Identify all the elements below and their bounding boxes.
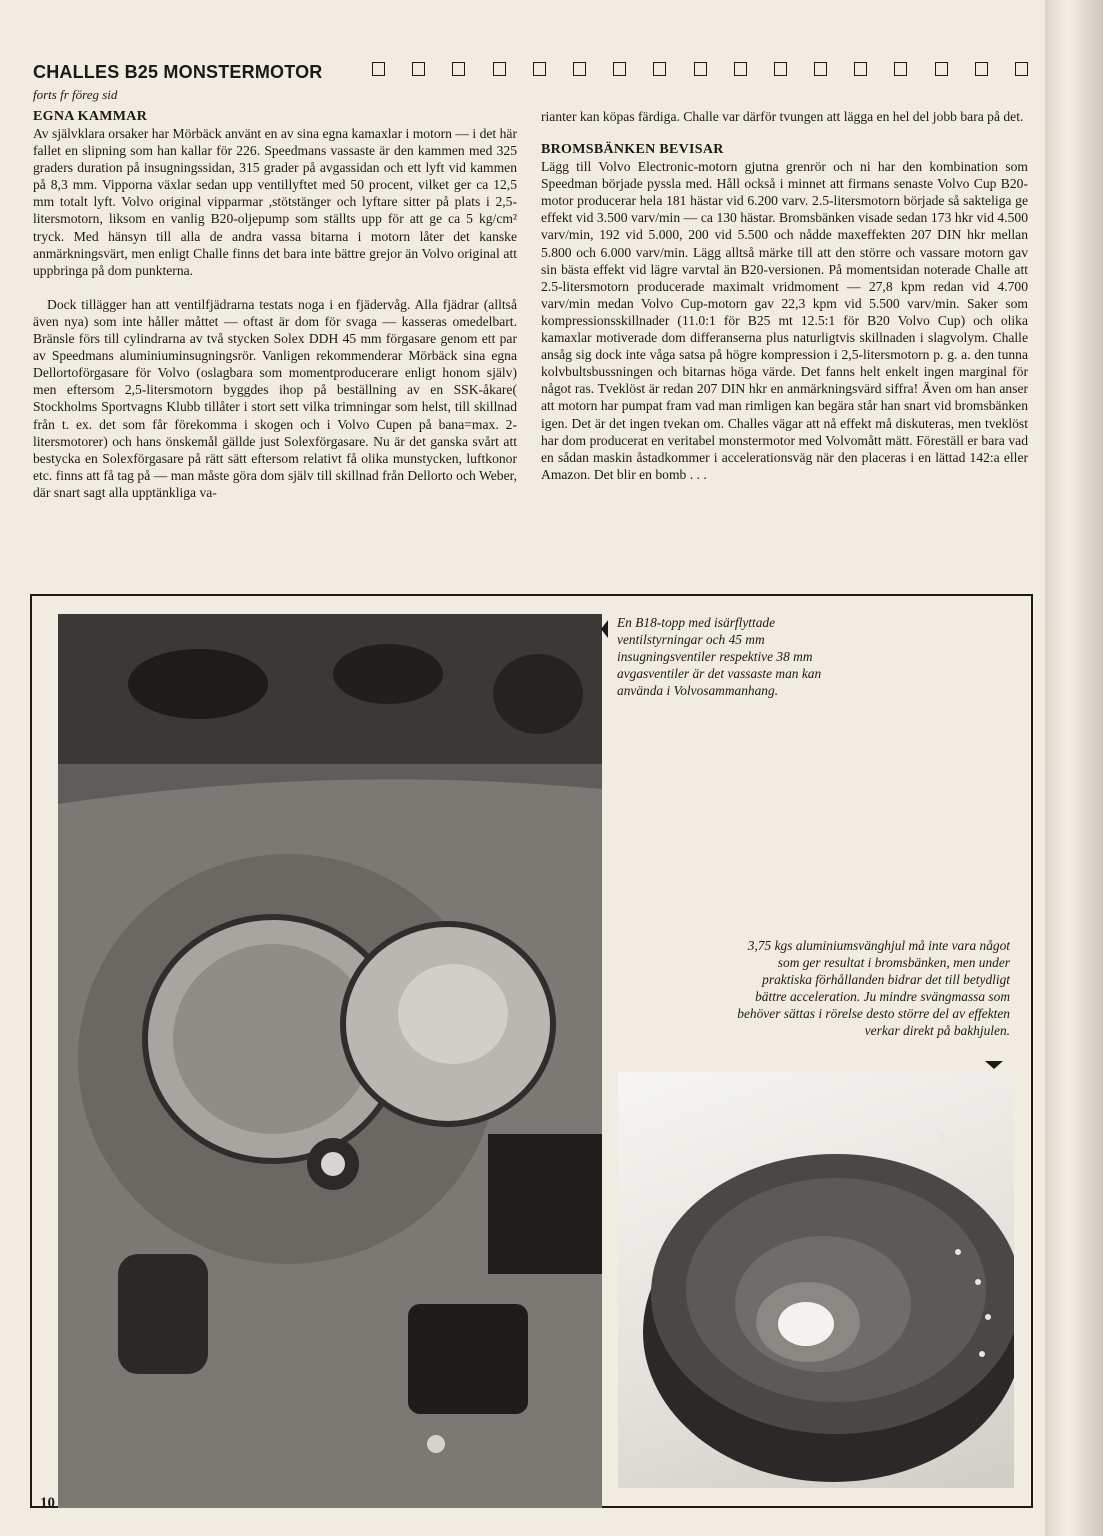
page-edge — [1045, 0, 1103, 1536]
article-title: CHALLES B25 MONSTERMOTOR — [33, 62, 323, 82]
caption-flywheel: 3,75 kgs aluminiumsvänghjul må inte vara något som ger resultat i bromsbänken, men under praktiska förhållanden bidrar det till betydligt bättre acceleration. Ju mindre svängmassa som behöver sättas i rörelse desto större del av effekten verkar direkt på bakhjulen. — [737, 938, 1010, 1038]
decorative-square — [854, 62, 867, 76]
caption-pointer-left — [601, 620, 608, 638]
decorative-square — [493, 62, 506, 76]
decorative-square — [975, 62, 988, 76]
left-paragraph-2: Dock tillägger han att ventilfjädrarna testats noga i en fjädervåg. Alla fjädrar (alltså även nya) som inte håller måttet — oftast är dom för svaga — kasseras omedelbart. Bränsle förs till cylindrarna av två stycken Solex DDH 45 mm förgasare genom ett par av Speedmans aluminiuminsugningsrör. Vanligen rekommenderar Mörbäck sina egna Dellortoförgasare för Volvo (oslagbara som momentproducerare enligt honom själv) men eftersom 2,5-litersmotorn byggdes ihop på beställning av en SSK-åkare( Stockholms Sportvagns Klubb tillåter i stort sett vilka trimningar som helst, till skillnad från t. ex. det som får förekomma i skogen och i Volvo Cupen på bana=max. 2-litersmotorer) och hans önskemål gällde just Solexförgasare. Nu är det ganska svårt att bestycka en Solexförgasare på rätt sätt eftersom relativt få olika munstycken, luftkonor etc. finns att få tag på — man måste göra dom själv till skillnad från Dellorto och Weber, där snart sagt alla upptänkliga va- — [33, 296, 517, 500]
section-heading-egna-kammar: EGNA KAMMAR — [33, 109, 148, 124]
decorative-square — [613, 62, 626, 76]
decorative-square — [412, 62, 425, 76]
decorative-square — [814, 62, 827, 76]
left-column — [33, 108, 517, 501]
cylinder-head-photo — [58, 614, 602, 1508]
decorative-square — [1015, 62, 1028, 76]
page-number: 10 — [40, 1495, 55, 1511]
decorative-square — [653, 62, 666, 76]
flywheel-photo — [618, 1072, 1014, 1488]
decorative-square — [372, 62, 385, 76]
decorative-square — [452, 62, 465, 76]
decorative-square — [734, 62, 747, 76]
decorative-square — [533, 62, 546, 76]
continued-note: forts fr föreg sid — [33, 87, 118, 102]
decorative-squares — [372, 62, 1028, 80]
right-column — [541, 108, 1028, 483]
decorative-square — [774, 62, 787, 76]
cylinder-head-illustration — [58, 614, 602, 1508]
right-paragraph-1: Lägg till Volvo Electronic-motorn gjutna grenrör och ni har den kombination som Speedman började pyssla med. Håll också i minnet att firmans senaste Volvo Cup B20-motor producerar hela 181 hästar vid 6.200 varv. 2.5-litersmotorn började så sakteliga ge effekt vid 3.500 varv/min — ca 130 hästar. Bromsbänken visade sedan 173 hkr vid 4.500 varv/min, 192 vid 5.000, 200 vid 5.500 och nådde maxeffekten 207 DIN hkr mellan 5.800 och 6.000 varv/min. Lägg alltså märke till att den större och vassare motorn gav sin bästa effekt vid lägre varvtal än B20-versionen. På momentsidan noterade Challe att 2.5-litersmotorn producerade maximalt vridmoment — 27,8 kpm redan vid 4.700 varv/min medan Volvo Cup-motorn gav 22,3 kpm vid 5.500 varv/min. Saker som kompressionsskillnader (11.0:1 för B25 mt 12.5:1 för B20 Volvo Cup) och olika kamaxlar motiverade dom differanserna plus naturligtvis skillnaden i slagvolym. Challe ansåg sig dock inte våga satsa på högre kompression i 2,5-litersmotorn p. g. a. den tunna kolvbultsbussningen och bitarnas höga värde. Det fanns helt enkelt ingen marginal för något ras. Tveklöst är redan 207 DIN hkr en anmärkningsvärd siffra! Även om han anser att motorn har pumpat fram vad man rimligen kan begära står han snart vid bromsbänken igen. Det är det ingen tvekan om. Challes vägar att nå effekt må diskuteras, men tveklöst har dom producerat en veritabel monstermotor med Volvomått mätt. Föreställ er bara vad en sådan maskin åstadkommer i accelerationsväg när den placeras i en lättad 142:a eller Amazon. Det blir en bomb . . . — [541, 159, 1028, 482]
left-paragraph-1: Av självklara orsaker har Mörbäck använt en av sina egna kamaxlar i motorn — i det här fallet en slipning som han kallar för 226. Speedmans vassaste är den kammen med 325 graders duration på insugningssidan, 315 grader på avgassidan och ett lyft vid kammen på 8,3 mm. Vipporna växlar sedan upp ventillyftet med 50 procent, vilket ger ca 12,5 mm totalt lyft. Volvo original vipparmar ,stötstänger och lyftare sitter på plats i 2,5-litersmotorn, liksom en vanlig B20-oljepump som ställts upp för att ge ca 5 kg/cm² tryck. Med hänsyn till alla de andra vassa bitarna i motorn låter det kanske anmärkningsvärt, men enligt Challe finns det bara inte bättre grejor än Volvo original att uppbringa på dom punkterna. — [33, 126, 517, 278]
decorative-square — [935, 62, 948, 76]
decorative-square — [573, 62, 586, 76]
caption-cylinder-head: En B18-topp med isärflyttade ventilstyrningar och 45 mm insugningsventiler respektive 38 mm avgasventiler är det vassaste man kan använda i Volvosammanhang. — [617, 615, 822, 698]
decorative-square — [694, 62, 707, 76]
caption-pointer-down — [985, 1061, 1003, 1069]
right-paragraph-0: rianter kan köpas färdiga. Challe var därför tvungen att lägga en hel del jobb bara på det. — [541, 109, 1024, 124]
section-heading-bromsbanken: BROMSBÄNKEN BEVISAR — [541, 142, 724, 158]
decorative-square — [894, 62, 907, 76]
flywheel-illustration — [618, 1072, 1014, 1488]
